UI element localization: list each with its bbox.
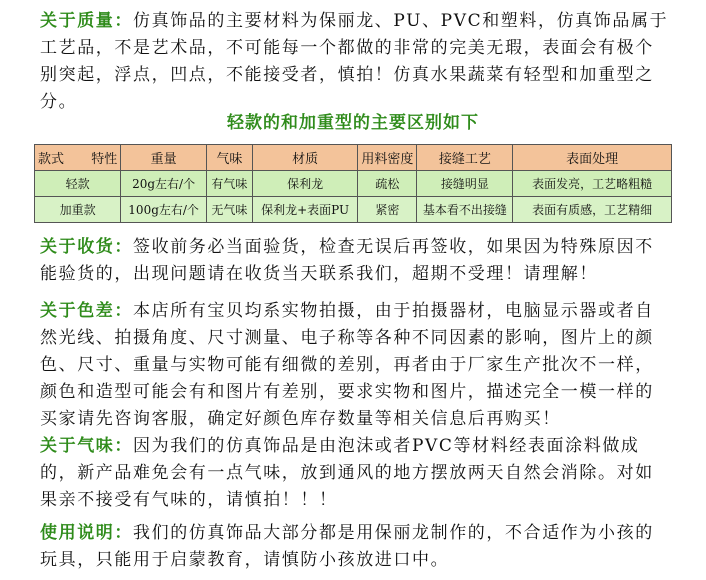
cell-smell: 有气味 — [206, 171, 252, 197]
color-diff-label: 关于色差： — [40, 301, 133, 321]
smell-text: 因为我们的仿真饰品是由泡沫或者PVC等材料经表面涂料做成的，新产品难免会有一点气味，放到通风的地方摆放两天自然会消除。对如果亲不接受有气味的，请慎拍！！！ — [40, 436, 654, 510]
quality-label: 关于质量： — [40, 11, 133, 31]
color-diff-section — [40, 298, 670, 433]
cell-weight: 20g左右/个 — [121, 171, 207, 197]
header-smell: 气味 — [206, 145, 252, 171]
quality-section — [40, 8, 670, 116]
receipt-label: 关于收货： — [40, 237, 133, 257]
row-name: 轻款 — [35, 171, 121, 197]
usage-label: 使用说明： — [40, 523, 133, 543]
receipt-section — [40, 234, 670, 288]
row-name: 加重款 — [35, 197, 121, 223]
header-material: 材质 — [252, 145, 358, 171]
quality-text: 仿真饰品的主要材料为保丽龙、PU、PVC和塑料，仿真饰品属于工艺品，不是艺术品，不可能每一个都做的非常的完美无瑕，表面会有极个别突起，浮点，凹点，不能接受者，慎拍！仿真水果蔬菜有轻型和加重型之分。 — [40, 11, 669, 112]
cell-weight: 100g左右/个 — [121, 197, 207, 223]
receipt-text: 签收前务必当面验货，检查无误后再签收，如果因为特殊原因不能验货的，出现问题请在收货当天联系我们，超期不受理！请理解！ — [40, 237, 654, 284]
table-header-row — [35, 145, 672, 171]
cell-seam: 接缝明显 — [417, 171, 513, 197]
usage-section — [40, 520, 670, 574]
corner-style-label: 款式 — [38, 152, 65, 167]
header-weight: 重量 — [121, 145, 207, 171]
usage-text: 我们的仿真饰品大部分都是用保丽龙制作的，不合适作为小孩的玩具，只能用于启蒙教育，请慎防小孩放进口中。 — [40, 523, 654, 570]
cell-material: 保利龙 — [252, 171, 358, 197]
cell-smell: 无气味 — [206, 197, 252, 223]
cell-surface: 表面有质感，工艺精细 — [513, 197, 672, 223]
table-title: 轻款的和加重型的主要区别如下 — [227, 113, 479, 133]
header-density: 用料密度 — [358, 145, 417, 171]
comparison-table — [34, 144, 672, 223]
header-seam: 接缝工艺 — [417, 145, 513, 171]
smell-label: 关于气味： — [40, 436, 133, 456]
cell-material: 保利龙+表面PU — [252, 197, 358, 223]
cell-surface: 表面发亮，工艺略粗糙 — [513, 171, 672, 197]
header-corner — [35, 145, 121, 171]
table-row — [35, 171, 672, 197]
corner-property-label: 特性 — [91, 152, 118, 167]
color-diff-text: 本店所有宝贝均系实物拍摄，由于拍摄器材，电脑显示器或者自然光线、拍摄角度、尺寸测量、电子称等各种不同因素的影响，图片上的颜色、尺寸、重量与实物可能有细微的差别，再者由于厂家生产批次不一样，颜色和造型可能会有和图片有差别，要求实物和图片，描述完全一模一样的买家请先咨询客服，确定好颜色库存数量等相关信息后再购买！ — [40, 301, 654, 429]
table-row — [35, 197, 672, 223]
cell-density: 紧密 — [358, 197, 417, 223]
smell-section — [40, 433, 670, 514]
cell-density: 疏松 — [358, 171, 417, 197]
cell-seam: 基本看不出接缝 — [417, 197, 513, 223]
header-surface: 表面处理 — [513, 145, 672, 171]
